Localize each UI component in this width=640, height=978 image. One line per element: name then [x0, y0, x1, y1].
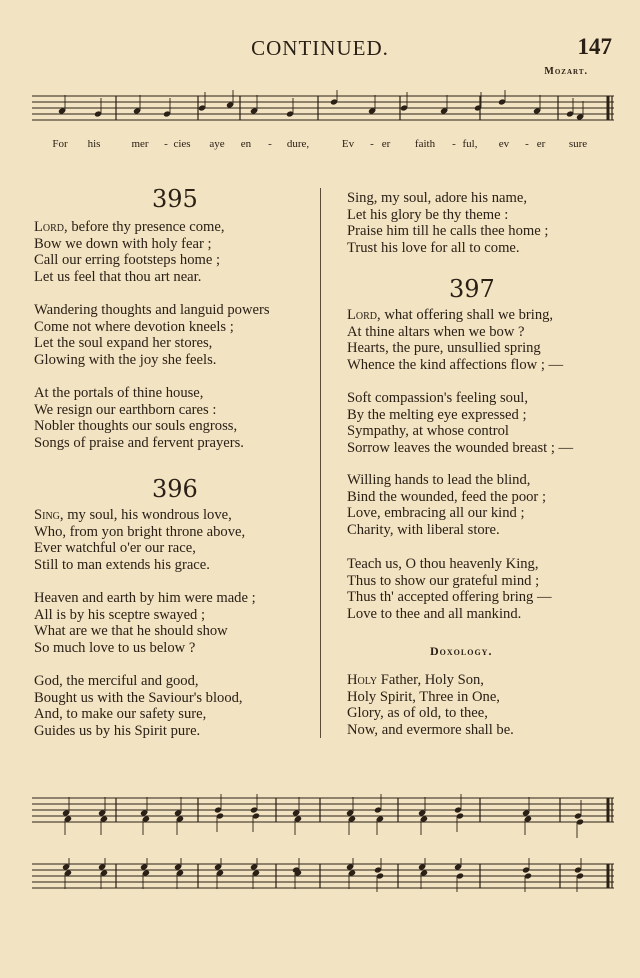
hymn-number-396: 396 — [152, 475, 198, 503]
stanza-line: Guides us by his Spirit pure. — [34, 722, 201, 739]
stanza-line: Trust his love for all to come. — [347, 239, 520, 256]
stanza-line: Glory, as of old, to thee, — [347, 705, 488, 721]
lyric-syllable: - — [525, 138, 529, 150]
stanza-line: Sorrow leaves the wounded breast ; — — [347, 439, 574, 456]
stanza-line: Whence the kind affections flow ; — — [347, 356, 564, 373]
stanza-line: Glowing with the joy she feels. — [34, 351, 217, 368]
stanza-line: Bought us with the Saviour's blood, — [34, 689, 243, 706]
small-caps-word: Lord — [34, 219, 65, 235]
hymn-number-397: 397 — [449, 275, 495, 303]
stanza-line: Still to man extends his grace. — [34, 556, 210, 573]
stanza-line — [347, 307, 563, 324]
lyric-syllable: - — [268, 138, 272, 150]
stanza-line: Wandering thoughts and languid powers — [34, 302, 270, 318]
stanza-line — [34, 507, 245, 524]
stanza-line — [347, 672, 514, 689]
page-header-title: CONTINUED. — [251, 36, 389, 60]
stanza-line-rest: , my soul, his wondrous love, — [59, 507, 232, 523]
small-caps-word: Lord — [347, 307, 378, 323]
stanza-line — [34, 219, 224, 236]
lyric-syllable: his — [87, 138, 101, 150]
stanza-line: Thus th' accepted offering bring — — [347, 589, 552, 605]
stanza-line: Bind the wounded, feed the poor ; — [347, 488, 546, 505]
hymn-397-stanza-3 — [347, 472, 546, 538]
hymn-396-stanza-1 — [34, 507, 245, 573]
music-staff-bottom-treble — [32, 792, 614, 838]
hymn-395-stanza-2 — [34, 302, 270, 368]
column-divider — [320, 188, 321, 738]
stanza-line: Songs of praise and fervent prayers. — [34, 434, 244, 451]
hymn-395-stanza-3 — [34, 385, 244, 451]
stanza-line: Let his glory be thy theme : — [347, 206, 509, 223]
stanza-line-rest: , before thy presence come, — [64, 219, 225, 235]
stanza-line: Holy Spirit, Three in One, — [347, 688, 500, 705]
stanza-line: So much love to us below ? — [34, 639, 196, 656]
stanza-line: Soft compassion's feeling soul, — [347, 390, 528, 406]
stanza-line: Who, from yon bright throne above, — [34, 523, 246, 540]
stanza-line: Now, and evermore shall be. — [347, 721, 514, 738]
stanza-line: Let the soul expand her stores, — [34, 335, 213, 351]
stanza-line: Willing hands to lead the blind, — [347, 472, 531, 488]
stanza-line: Sing, my soul, adore his name, — [347, 190, 527, 206]
composer-credit: Mozart. — [544, 66, 588, 77]
stanza-line-rest: Father, Holy Son, — [377, 672, 484, 688]
stanza-line: Let us feel that thou art near. — [34, 268, 202, 285]
lyric-syllable: ev — [498, 138, 510, 150]
stanza-line: Nobler thoughts our souls engross, — [34, 418, 238, 434]
stanza-line: Bow we down with holy fear ; — [34, 235, 212, 252]
stanza-line: God, the merciful and good, — [34, 673, 199, 689]
stanza-line: We resign our earthborn cares : — [34, 401, 217, 418]
stanza-line: Heaven and earth by him were made ; — [34, 590, 256, 606]
hymn-395-stanza-1 — [34, 219, 224, 285]
stanza-line: Hearts, the pure, unsullied spring — [347, 340, 541, 356]
lyric-syllable: sure — [568, 138, 588, 150]
doxology-stanza — [347, 672, 514, 738]
stanza-line: At thine altars when we bow ? — [347, 323, 525, 340]
hymn-number-395: 395 — [152, 185, 198, 213]
stanza-line: At the portals of thine house, — [34, 385, 204, 401]
lyric-syllable: faith — [414, 138, 436, 150]
lyric-syllable: aye — [209, 138, 225, 150]
hymn-397-stanza-2 — [347, 390, 573, 456]
lyric-syllable: er — [381, 138, 391, 150]
music-staff-top — [32, 90, 614, 134]
lyric-syllable: dure, — [286, 138, 310, 150]
stanza-line-rest: , what offering shall we bring, — [377, 307, 554, 323]
lyric-syllable: er — [536, 138, 546, 150]
stanza-line: Thus to show our grateful mind ; — [347, 572, 540, 589]
small-caps-word: Holy — [347, 672, 378, 688]
top-staff-lyrics — [36, 138, 602, 154]
hymn-397-stanza-1 — [347, 307, 563, 373]
lyric-syllable: cies — [173, 138, 191, 150]
doxology-title: Doxology. — [430, 644, 493, 658]
stanza-line: Teach us, O thou heavenly King, — [347, 556, 539, 572]
stanza-line: And, to make our safety sure, — [34, 706, 207, 722]
stanza-line: Call our erring footsteps home ; — [34, 252, 221, 268]
lyric-syllable: For — [52, 138, 68, 150]
hymn-396-stanza-2 — [34, 590, 256, 656]
stanza-line: Charity, with liberal store. — [347, 521, 500, 538]
lyric-syllable: en — [240, 138, 252, 150]
stanza-line: Praise him till he calls thee home ; — [347, 223, 549, 239]
small-caps-word: Sing — [34, 507, 60, 523]
stanza-line: What are we that he should show — [34, 623, 228, 639]
lyric-syllable: mer — [131, 138, 149, 150]
hymn-396-stanza-4 — [347, 190, 548, 256]
lyric-syllable: - — [370, 138, 374, 150]
lyric-syllable: - — [164, 138, 168, 150]
stanza-line: Sympathy, at whose control — [347, 423, 509, 439]
lyric-syllable: ful, — [462, 138, 478, 150]
lyric-syllable: - — [452, 138, 456, 150]
hymn-397-stanza-4 — [347, 556, 552, 622]
stanza-line: Love, embracing all our kind ; — [347, 505, 525, 521]
music-staff-bottom-bass — [32, 858, 614, 906]
hymn-396-stanza-3 — [34, 673, 243, 739]
stanza-line: All is by his sceptre swayed ; — [34, 606, 206, 623]
stanza-line: Ever watchful o'er our race, — [34, 540, 196, 556]
stanza-line: By the melting eye expressed ; — [347, 406, 527, 423]
page-number: 147 — [577, 34, 612, 59]
stanza-line: Love to thee and all mankind. — [347, 605, 522, 622]
stanza-line: Come not where devotion kneels ; — [34, 318, 234, 335]
lyric-syllable: Ev — [341, 138, 355, 150]
